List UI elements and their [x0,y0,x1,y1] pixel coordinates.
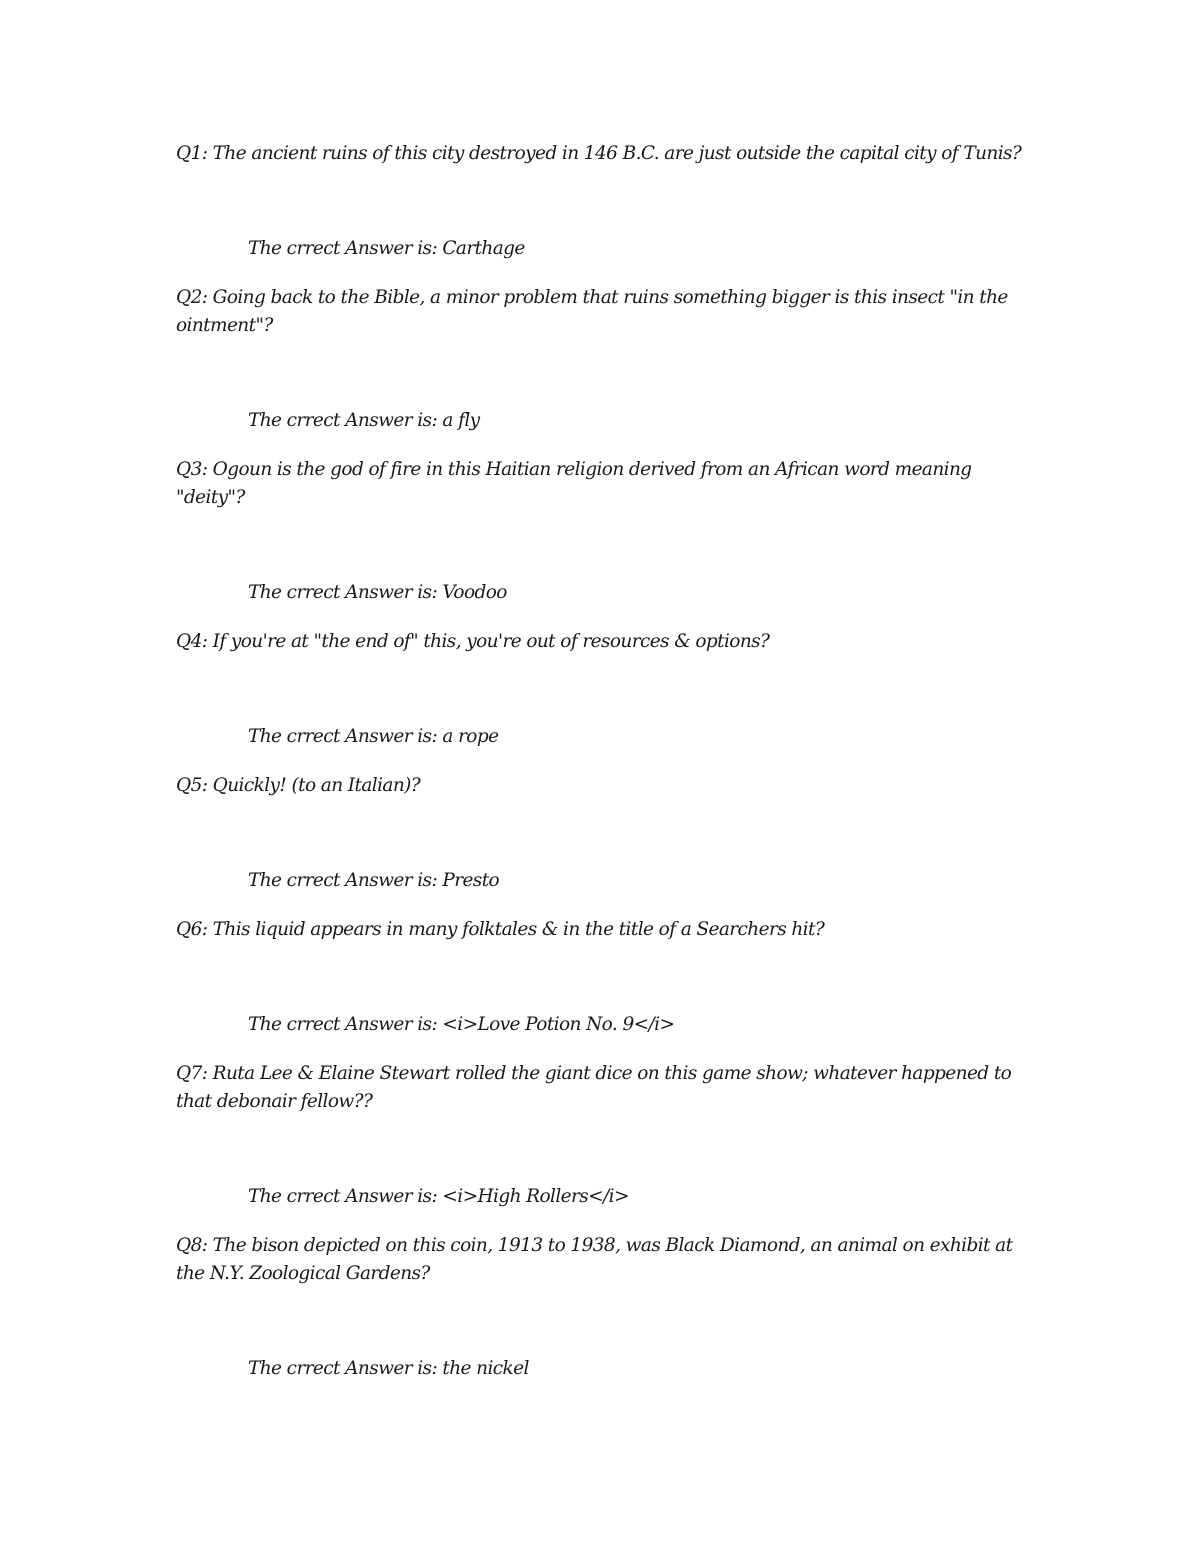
qa-item-4 [176,628,1026,751]
answer-text: The crrect Answer is: a rope [248,726,499,747]
qa-item-6 [176,916,1026,1039]
answer-text: The crrect Answer is: <i>High Rollers</i> [248,1186,629,1207]
question-text: Q2: Going back to the Bible, a minor problem that ruins something bigger is this insect "in the ointment"? [176,287,1008,336]
question-text: Q1: The ancient ruins of this city destroyed in 146 B.C. are just outside the capital city of Tunis? [176,143,1022,164]
answer-text: The crrect Answer is: Presto [248,870,500,891]
qa-item-1 [176,140,1026,263]
question-text: Q3: Ogoun is the god of fire in this Haitian religion derived from an African word meaning "deity"? [176,459,972,508]
qa-item-7 [176,1060,1026,1211]
question-text: Q4: If you're at "the end of" this, you're out of resources & options? [176,631,770,652]
answer-text: The crrect Answer is: the nickel [248,1358,529,1379]
answer-text: The crrect Answer is: Voodoo [248,582,507,603]
question-text: Q5: Quickly! (to an Italian)? [176,775,421,796]
qa-item-5 [176,772,1026,895]
answer-text: The crrect Answer is: <i>Love Potion No. 9</i> [248,1014,675,1035]
qa-list [176,140,1026,1404]
answer-text: The crrect Answer is: Carthage [248,238,525,259]
qa-item-3 [176,456,1026,607]
question-text: Q6: This liquid appears in many folktales & in the title of a Searchers hit? [176,919,825,940]
qa-item-2 [176,284,1026,435]
answer-text: The crrect Answer is: a fly [248,410,480,431]
qa-item-8 [176,1232,1026,1383]
question-text: Q7: Ruta Lee & Elaine Stewart rolled the giant dice on this game show; whatever happened to that debonair fellow?? [176,1063,1012,1112]
question-text: Q8: The bison depicted on this coin, 1913 to 1938, was Black Diamond, an animal on exhibit at the N.Y. Zoological Gardens? [176,1235,1013,1284]
